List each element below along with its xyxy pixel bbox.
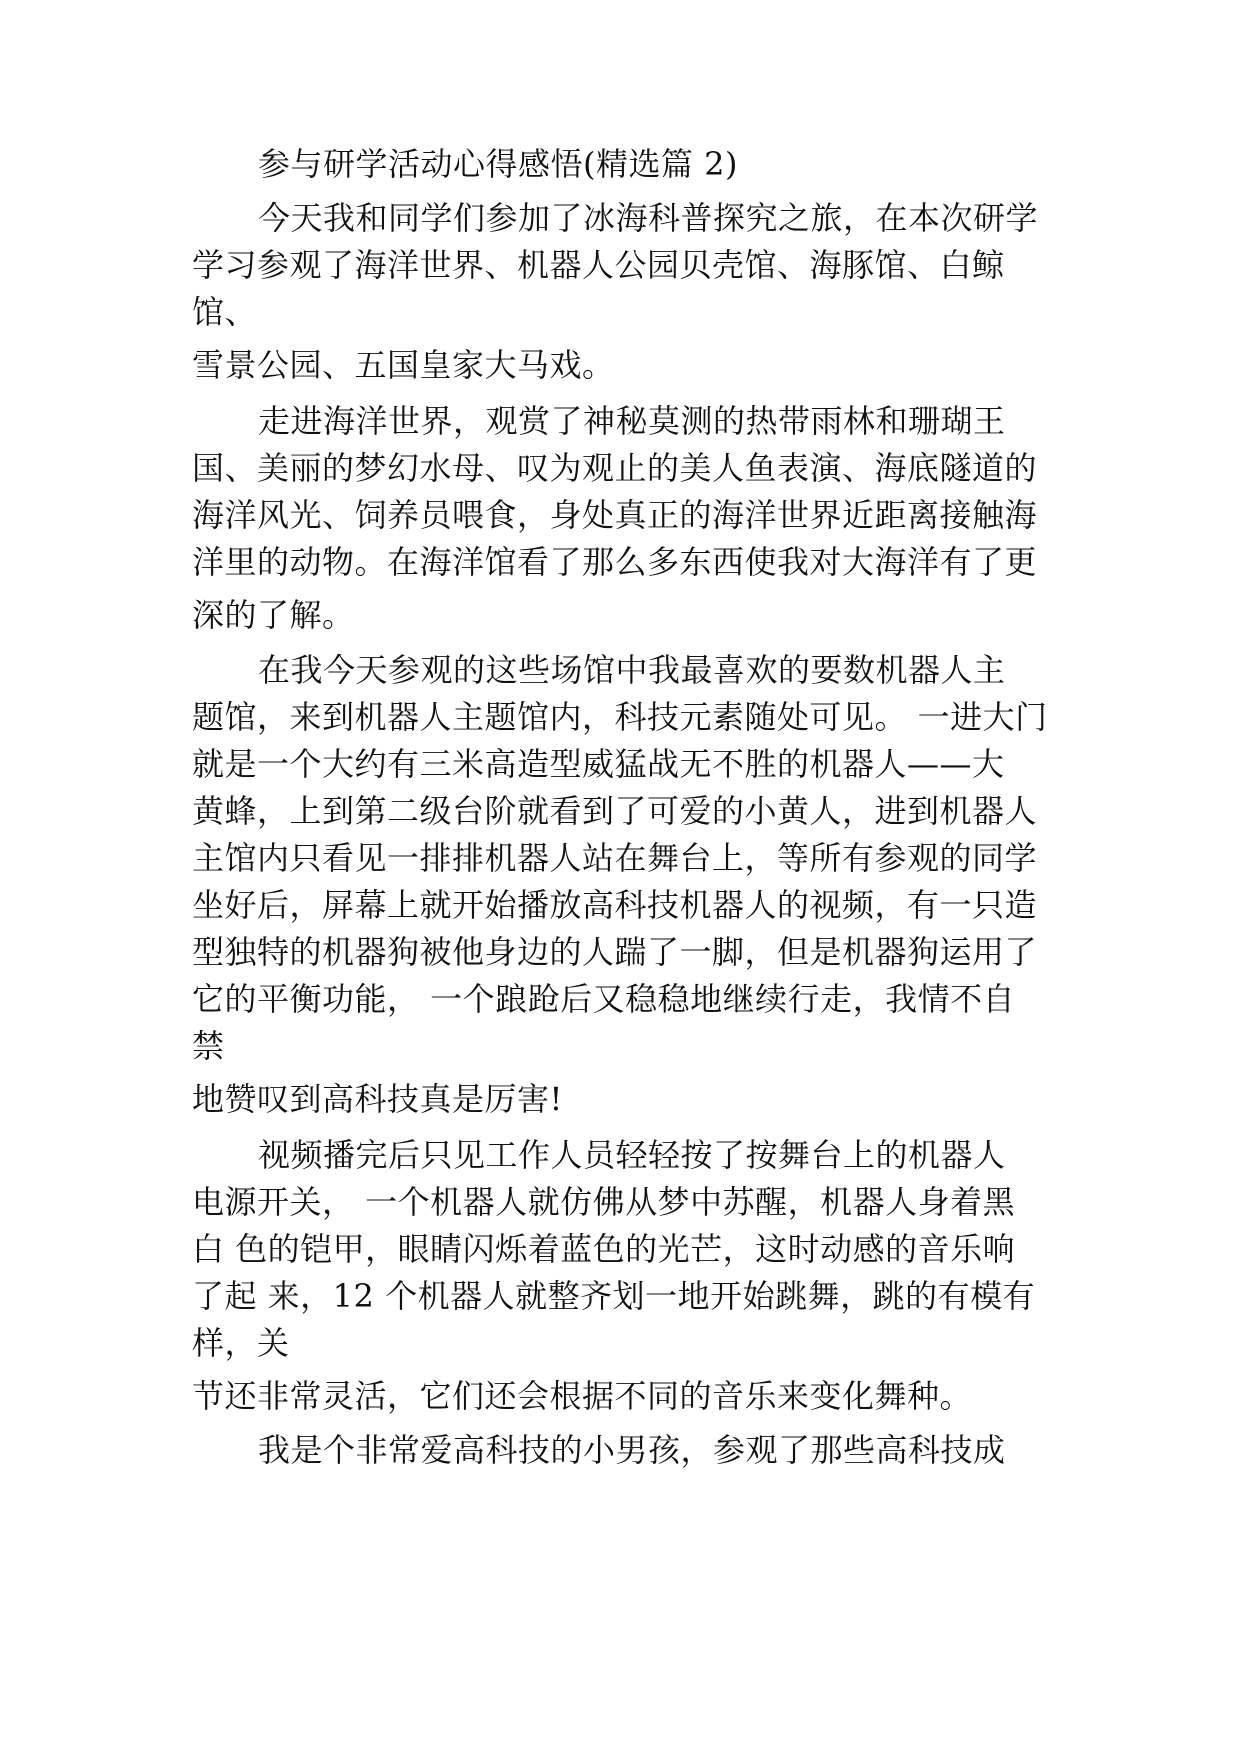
text-line: 题馆，来到机器人主题馆内，科技元素随处可见。 一进大门: [192, 698, 1048, 736]
text-line: 雪景公园、五国皇家大马戏。: [192, 346, 615, 384]
text-line: 馆、: [192, 293, 258, 331]
text-line: 走进海洋世界，观赏了神秘莫测的热带雨林和珊瑚王: [258, 402, 1006, 440]
text-line: 就是一个大约有三米高造型威猛战无不胜的机器人——大: [192, 745, 1005, 783]
text-line: 它的平衡功能， 一个踉跄后又稳稳地继续行走，我情不自: [192, 980, 1016, 1018]
text-line: 坐好后，屏幕上就开始播放高科技机器人的视频，有一只造: [192, 886, 1038, 924]
text-line: 海洋风光、饲养员喂食，身处真正的海洋世界近距离接触海: [192, 496, 1038, 534]
text-line: 电源开关， 一个机器人就仿佛从梦中苏醒，机器人身着黑: [192, 1183, 1016, 1221]
text-line: 白 色的铠甲，眼睛闪烁着蓝色的光芒，这时动感的音乐响: [192, 1230, 1016, 1268]
text-line: 视频播完后只见工作人员轻轻按了按舞台上的机器人: [258, 1136, 1006, 1174]
text-line: 地赞叹到高科技真是厉害!: [192, 1080, 563, 1118]
text-line: 深的了解。: [192, 596, 355, 634]
text-line: 在我今天参观的这些场馆中我最喜欢的要数机器人主: [258, 651, 1006, 689]
text-line: 了起 来，12 个机器人就整齐划一地开始跳舞，跳的有模有: [192, 1277, 1036, 1315]
text-line: 黄蜂，上到第二级台阶就看到了可爱的小黄人，进到机器人: [192, 792, 1038, 830]
text-line: 主馆内只看见一排排机器人站在舞台上，等所有参观的同学: [192, 839, 1038, 877]
text-line: 禁: [192, 1027, 225, 1065]
text-line: 今天我和同学们参加了冰海科普探究之旅，在本次研学: [258, 199, 1039, 237]
text-line: 国、美丽的梦幻水母、叹为观止的美人鱼表演、海底隧道的: [192, 449, 1038, 487]
document-title: 参与研学活动心得感悟(精选篇 2): [258, 145, 739, 183]
text-line: 型独特的机器狗被他身边的人踹了一脚，但是机器狗运用了: [192, 933, 1038, 971]
text-line: 节还非常灵活，它们还会根据不同的音乐来变化舞种。: [192, 1377, 973, 1415]
text-line: 我是个非常爱高科技的小男孩，参观了那些高科技成: [258, 1431, 1006, 1469]
text-line: 洋里的动物。在海洋馆看了那么多东西使我对大海洋有了更: [192, 543, 1038, 581]
text-line: 样，关: [192, 1324, 290, 1362]
text-line: 学习参观了海洋世界、机器人公园贝壳馆、海豚馆、白鲸: [192, 246, 1005, 284]
